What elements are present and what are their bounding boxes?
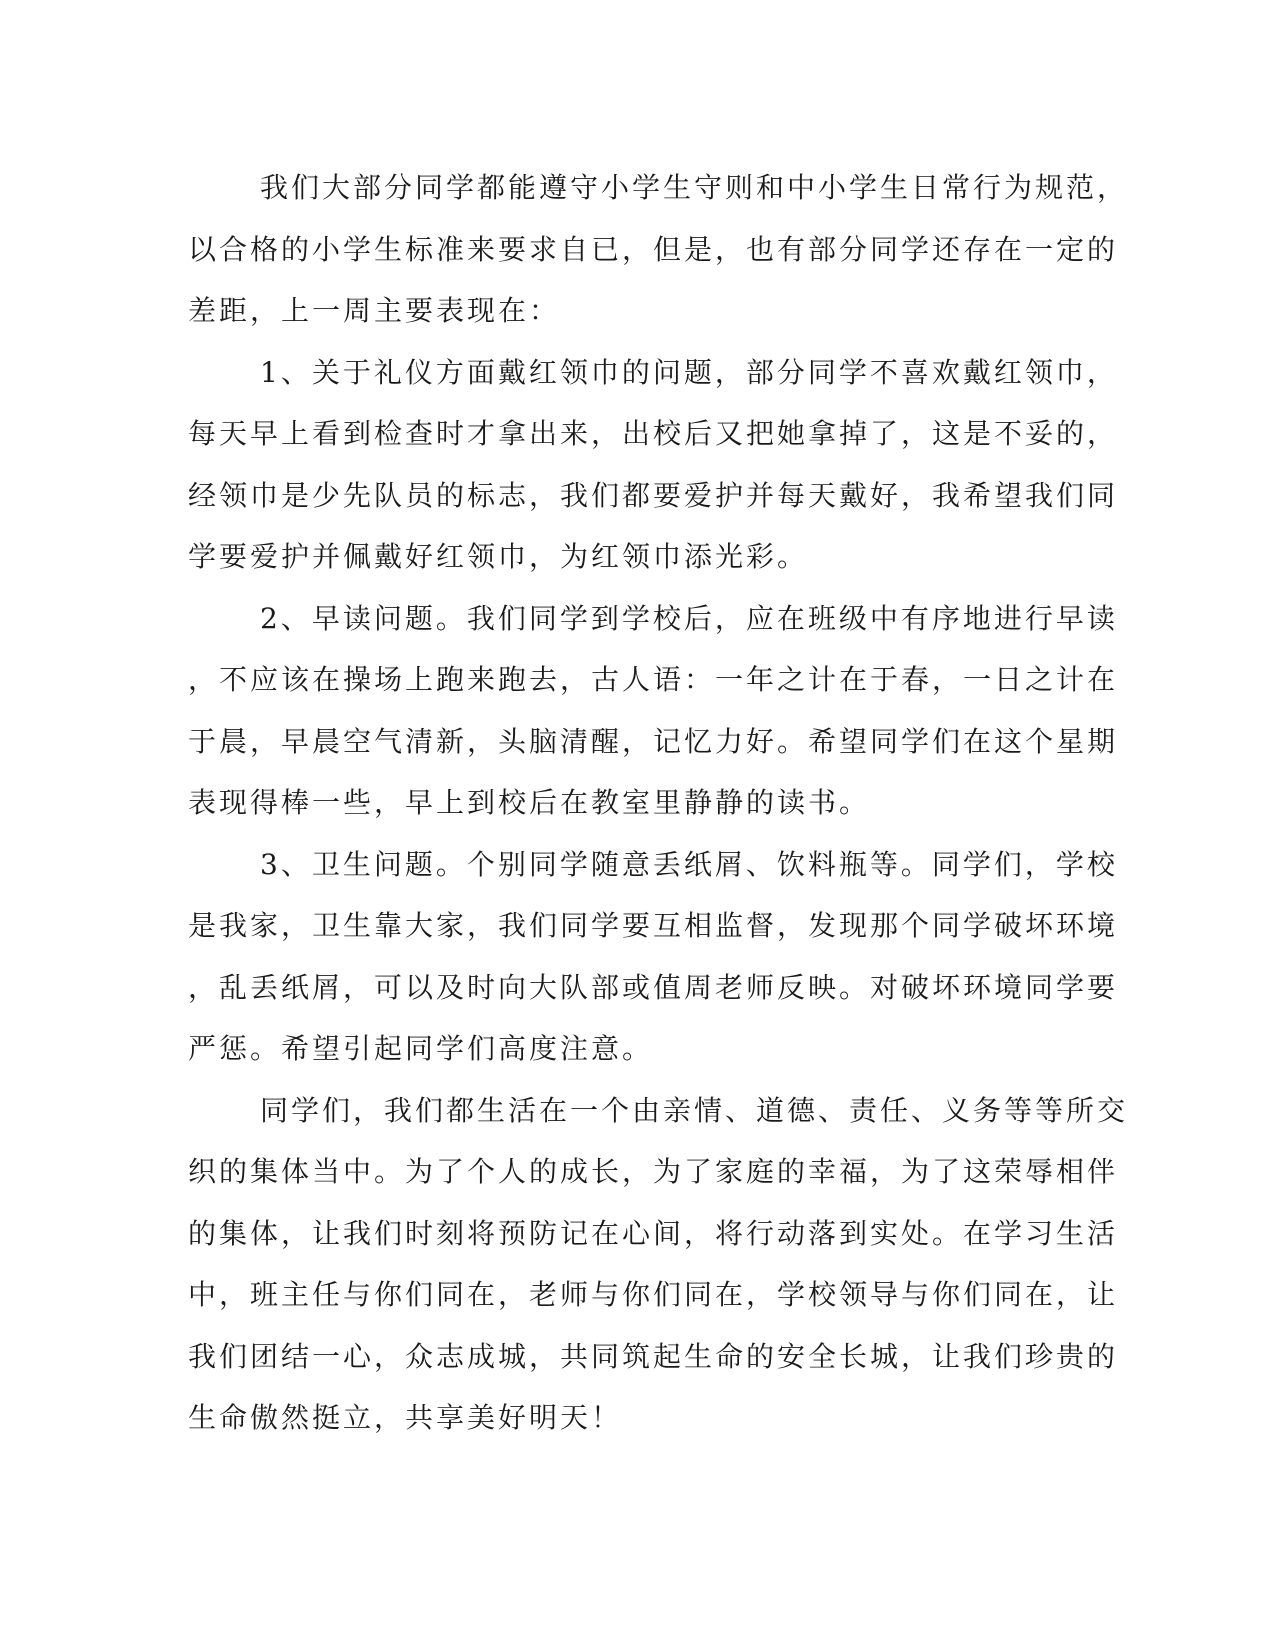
paragraph-intro <box>188 157 1129 342</box>
paragraph-item-1 <box>188 342 1119 588</box>
text-line: 我们大部分同学都能遵守小学生守则和中小学生日常行为规范， <box>260 171 1129 204</box>
text-line: 1、关于礼仪方面戴红领巾的问题，部分同学不喜欢戴红领巾， <box>260 355 1118 389</box>
text-line: ，乱丢纸屑，可以及时向大队部或值周老师反映。对破坏环境同学要 <box>188 970 1119 1004</box>
text-line: 差距，上一周主要表现在： <box>188 294 561 327</box>
text-line: 我们团结一心，众志成城，共同筑起生命的安全长城，让我们珍贵的 <box>188 1339 1119 1373</box>
text-line: 织的集体当中。为了个人的成长，为了家庭的幸福，为了这荣辱相伴 <box>188 1155 1119 1188</box>
text-line: 每天早上看到检查时才拿出来，出校后又把她拿掉了，这是不妥的， <box>188 417 1119 450</box>
text-line: 是我家，卫生靠大家，我们同学要互相监督，发现那个同学破坏环境 <box>188 909 1119 942</box>
text-line: 表现得棒一些，早上到校后在教室里静静的读书。 <box>188 786 871 819</box>
text-line: 的集体，让我们时刻将预防记在心间，将行动落到实处。在学习生活 <box>188 1216 1119 1250</box>
text-line: ，不应该在操场上跑来跑去，古人语：一年之计在于春，一日之计在 <box>188 663 1119 696</box>
text-line: 学要爱护并佩戴好红领巾，为红领巾添光彩。 <box>188 540 809 573</box>
paragraph-closing <box>188 1080 1129 1449</box>
text-line: 生命傲然挺立，共享美好明天！ <box>188 1401 623 1434</box>
text-line: 以合格的小学生标准来要求自已，但是，也有部分同学还存在一定的 <box>188 232 1119 266</box>
text-line: 2、早读问题。我们同学到学校后，应在班级中有序地进行早读 <box>260 601 1118 635</box>
paragraph-item-2 <box>188 588 1119 834</box>
text-line: 经领巾是少先队员的标志，我们都要爱护并每天戴好，我希望我们同 <box>188 478 1119 512</box>
text-line: 于晨，早晨空气清新，头脑清醒，记忆力好。希望同学们在这个星期 <box>188 724 1119 758</box>
document-body <box>188 157 1129 1449</box>
text-line: 同学们，我们都生活在一个由亲情、道德、责任、义务等等所交 <box>260 1093 1129 1127</box>
text-line: 3、卫生问题。个别同学随意丢纸屑、饮料瓶等。同学们，学校 <box>260 847 1118 881</box>
paragraph-item-3 <box>188 834 1119 1080</box>
text-line: 中，班主任与你们同在，老师与你们同在，学校领导与你们同在，让 <box>188 1278 1119 1311</box>
text-line: 严惩。希望引起同学们高度注意。 <box>188 1032 654 1065</box>
